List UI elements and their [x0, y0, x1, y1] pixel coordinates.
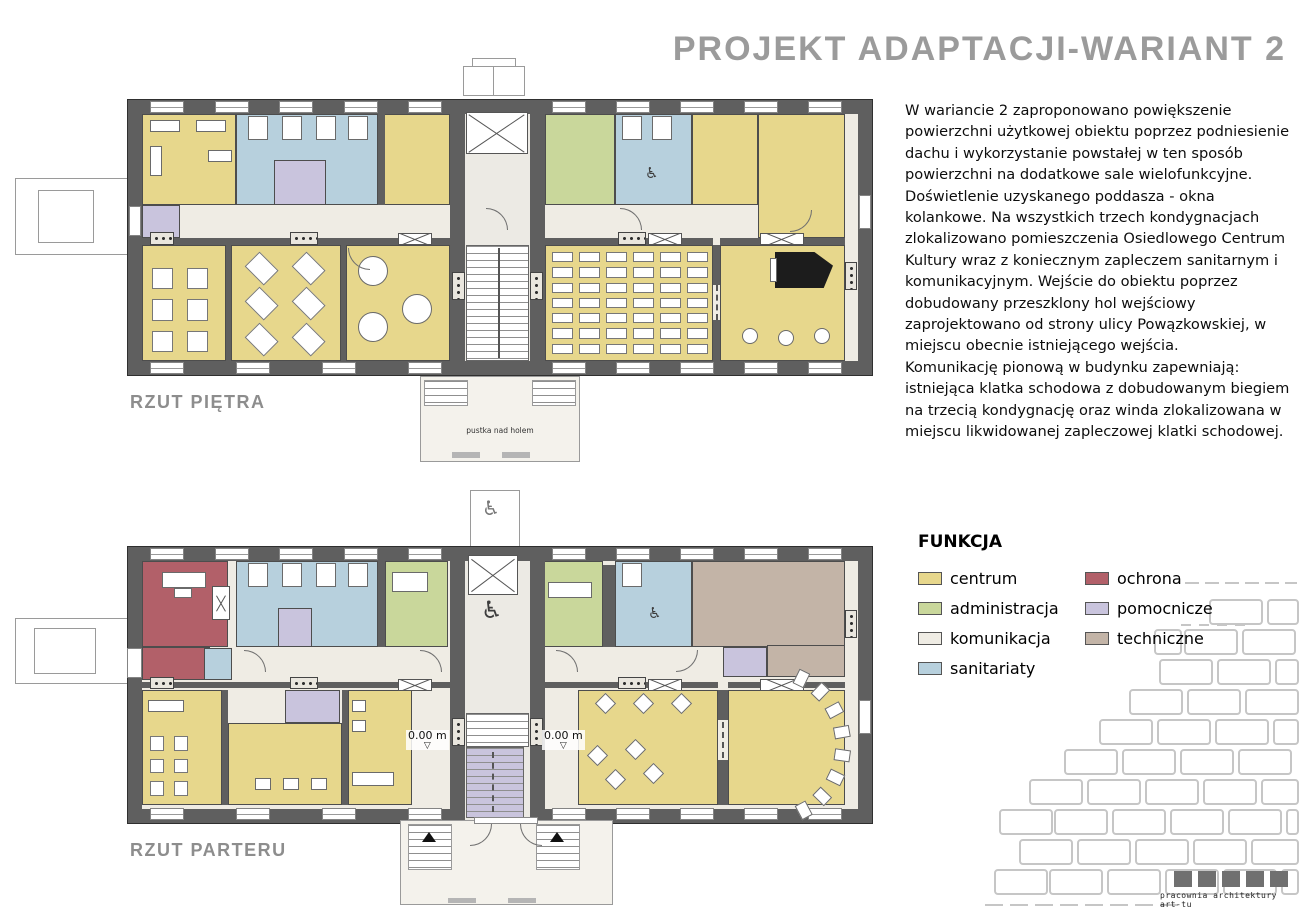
- logo-square: [1198, 871, 1216, 887]
- legend-swatch-techniczne: [1085, 632, 1109, 645]
- legend-label-centrum: centrum: [950, 569, 1018, 588]
- plan-label-ground: RZUT PARTERU: [130, 840, 287, 860]
- logo-square: [1270, 871, 1288, 887]
- level-triangle-icon: ▽: [423, 741, 431, 751]
- level-triangle-icon: ▽: [559, 741, 567, 751]
- void-annotation: pustka nad holem: [466, 426, 534, 435]
- studio-logo: [1174, 871, 1288, 887]
- legend-swatch-sanitariaty: [918, 662, 942, 675]
- page-title: PROJEKT ADAPTACJI-WARIANT 2: [672, 30, 1286, 68]
- legend-label-sanitariaty: sanitariaty: [950, 659, 1036, 678]
- legend-swatch-komunikacja: [918, 632, 942, 645]
- legend-label-ochrona: ochrona: [1117, 569, 1182, 588]
- wheelchair-icon: ♿: [645, 164, 659, 182]
- logo-square: [1222, 871, 1240, 887]
- legend-label-pomocnicze: pomocnicze: [1117, 599, 1213, 618]
- legend-swatch-administracja: [918, 602, 942, 615]
- legend-label-administracja: administracja: [950, 599, 1059, 618]
- level-value: 0.00 m: [408, 729, 447, 742]
- wheelchair-icon: ♿: [482, 496, 500, 520]
- legend-label-techniczne: techniczne: [1117, 629, 1204, 648]
- description-paragraph-1: W wariancie 2 zaproponowano powiększenie powierzchni użytkowej obiektu poprzez podniesienie dachu i wykorzystanie powstałej w ten sposób powierzchni na dodatkowe sale wielofunkcyjne. Doświetlenie uzyskanego poddasza - okna kolankowe. Na wszystkich trzech kondygnacjach zlokalizowano pomieszczenia Osiedlowego Centrum Kultury wraz z koniecznym zapleczem sanitarnym i komunikacyjnym. Wejście do obiektu poprzez dobudowany przeszklony hol wejściowy zaprojektowano od strony ulicy Powązkowskiej, w miejscu obecnie istniejącego wejścia.: [905, 102, 1290, 355]
- legend-heading: FUNKCJA: [918, 532, 1003, 552]
- logo-square: [1246, 871, 1264, 887]
- level-value: 0.00 m: [544, 729, 583, 742]
- studio-name: pracownia architektury art-tu: [1160, 891, 1277, 909]
- legend-swatch-ochrona: [1085, 572, 1109, 585]
- logo-square: [1174, 871, 1192, 887]
- wheelchair-icon: ♿: [481, 596, 503, 624]
- plan-label-upper: RZUT PIĘTRA: [130, 392, 266, 412]
- legend-swatch-centrum: [918, 572, 942, 585]
- legend-swatch-pomocnicze: [1085, 602, 1109, 615]
- description-paragraph-2: Komunikację pionową w budynku zapewniają: istniejąca klatka schodowa z dobudowanym biegiem na trzecią kondygnację oraz winda zlokalizowana w miejscu likwidowanej zapleczowej klatki schodowej.: [905, 358, 1290, 441]
- legend-label-komunikacja: komunikacja: [950, 629, 1051, 648]
- wheelchair-icon: ♿: [648, 604, 662, 622]
